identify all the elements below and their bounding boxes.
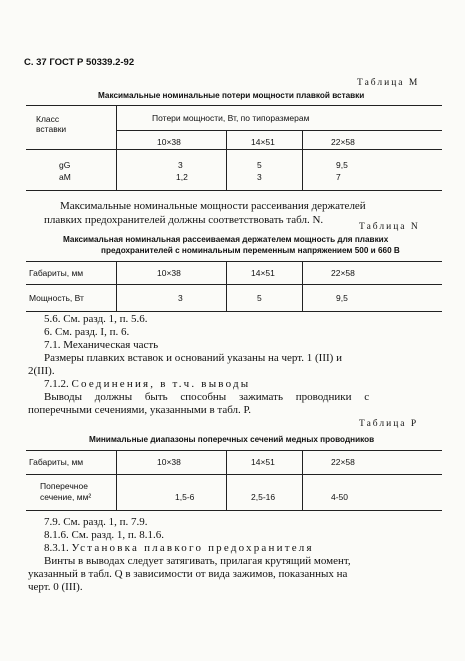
page-header: С. 37 ГОСТ Р 50339.2-92 (24, 57, 135, 68)
table-m-head-group: Потери мощности, Вт, по типоразмерам (152, 113, 310, 123)
table-p-mid-rule (26, 474, 442, 475)
section-7-9: 7.9. См. разд. 1, п. 7.9. (44, 516, 148, 528)
table-m-bottom-rule (26, 190, 442, 191)
table-m-col-divider (302, 130, 303, 190)
section-8-3-1-number: 8.3.1. (44, 542, 69, 554)
table-p-size: 22×58 (331, 457, 355, 467)
table-n-caption-line1: Максимальная номинальная рассеиваемая держателем мощность для плавких (63, 235, 389, 244)
table-n-col-divider (116, 261, 117, 311)
table-m-col-divider (116, 105, 117, 190)
table-m-cell: 9,5 (336, 160, 348, 170)
table-m-label: Таблица М (357, 78, 420, 88)
table-p-size: 14×51 (251, 457, 275, 467)
table-p-cell: 4-50 (331, 492, 349, 502)
table-m-size: 22×58 (331, 137, 355, 147)
table-m-col-divider (226, 130, 227, 190)
section-8-1-6: 8.1.6. См. разд. 1, п. 8.1.6. (44, 529, 165, 541)
section-6: 6. См. разд. I, п. 6. (44, 326, 130, 338)
section-7-1-title: 7.1. Механическая часть (44, 339, 159, 351)
table-p-row-dimensions: Габариты, мм (29, 457, 84, 467)
table-p-row-section-line1: Поперечное (40, 481, 88, 491)
table-m-size: 14×51 (251, 137, 275, 147)
table-m-head-rule (26, 149, 442, 150)
table-p-top-rule (26, 450, 442, 451)
section-5-6: 5.6. См. разд. 1, п. 5.6. (44, 313, 148, 325)
table-n-mid-rule (26, 284, 442, 285)
table-m-group-rule (116, 130, 442, 131)
table-n-bottom-rule (26, 311, 442, 312)
table-p-cell: 1,5-6 (175, 492, 195, 502)
table-n-cell: 5 (257, 293, 262, 303)
section-7-1-2-number: 7.1.2. (44, 378, 69, 390)
table-p-label: Таблица Р (359, 419, 419, 429)
section-8-3-1-title: Установка плавкого предохранителя (71, 542, 314, 554)
table-n-cell: 3 (178, 293, 183, 303)
section-8-3-1-text-line3: черт. 0 (III). (28, 581, 83, 593)
table-m-cell: 3 (178, 160, 183, 170)
table-n-label: Таблица N (359, 222, 420, 232)
para-table-n-line2: плавких предохранителей должны соответствовать табл. N. (44, 214, 324, 226)
table-m-top-rule (26, 105, 442, 106)
table-m-row-class: gG (59, 160, 71, 170)
section-8-3-1-text-line1: Винты в выводах следует затягивать, прилагая крутящий момент, (44, 555, 351, 567)
para-table-n-line1: Максимальные номинальные мощности рассеивания держателей (60, 200, 366, 212)
section-8-3-1-text-line2: указанный в табл. Q в зависимости от вида зажимов, показанных на (28, 568, 348, 580)
section-7-1-2-title: Соединения, в т.ч. выводы (71, 378, 251, 390)
table-m-size: 10×38 (157, 137, 181, 147)
table-n-col-divider (226, 261, 227, 311)
section-7-1-text-line2: 2(III). (28, 365, 55, 377)
table-n-size: 14×51 (251, 268, 275, 278)
table-m-cell: 5 (257, 160, 262, 170)
table-n-top-rule (26, 261, 442, 262)
section-7-1-text-line1: Размеры плавких вставок и оснований указаны на черт. 1 (III) и (44, 352, 342, 364)
table-n-cell: 9,5 (336, 293, 348, 303)
table-p-cell: 2,5-16 (251, 492, 276, 502)
table-m-caption: Максимальные номинальные потери мощности плавкой вставки (98, 91, 365, 100)
table-n-caption-line2: предохранителей с номинальным переменным напряжением 500 и 660 В (101, 246, 400, 255)
section-8-3-1-heading (44, 542, 314, 554)
table-p-caption: Минимальные диапазоны поперечных сечений медных проводников (89, 435, 375, 444)
table-n-row-power: Мощность, Вт (29, 293, 84, 303)
table-n-size: 10×38 (157, 268, 181, 278)
table-m-cell: 1,2 (176, 172, 188, 182)
table-n-col-divider (302, 261, 303, 311)
table-p-size: 10×38 (157, 457, 181, 467)
table-p-col-divider (116, 450, 117, 510)
table-m-row-class: aM (59, 172, 71, 182)
section-7-1-2-heading (44, 378, 250, 390)
table-p-col-divider (226, 450, 227, 510)
table-m-head-class: Класс (36, 114, 60, 124)
table-p-col-divider (302, 450, 303, 510)
section-7-1-2-text-line2: поперечными сечениями, указанными в табл. Р. (28, 404, 252, 416)
section-7-1-2-text-line1: Выводы должны быть способны зажимать проводники с (44, 391, 370, 403)
table-n-row-dimensions: Габариты, мм (29, 268, 84, 278)
table-p-bottom-rule (26, 510, 442, 511)
table-m-cell: 7 (336, 172, 341, 182)
table-p-row-section-line2: сечение, мм² (40, 492, 92, 502)
table-n-size: 22×58 (331, 268, 355, 278)
table-m-cell: 3 (257, 172, 262, 182)
table-m-head-insert: вставки (36, 124, 67, 134)
